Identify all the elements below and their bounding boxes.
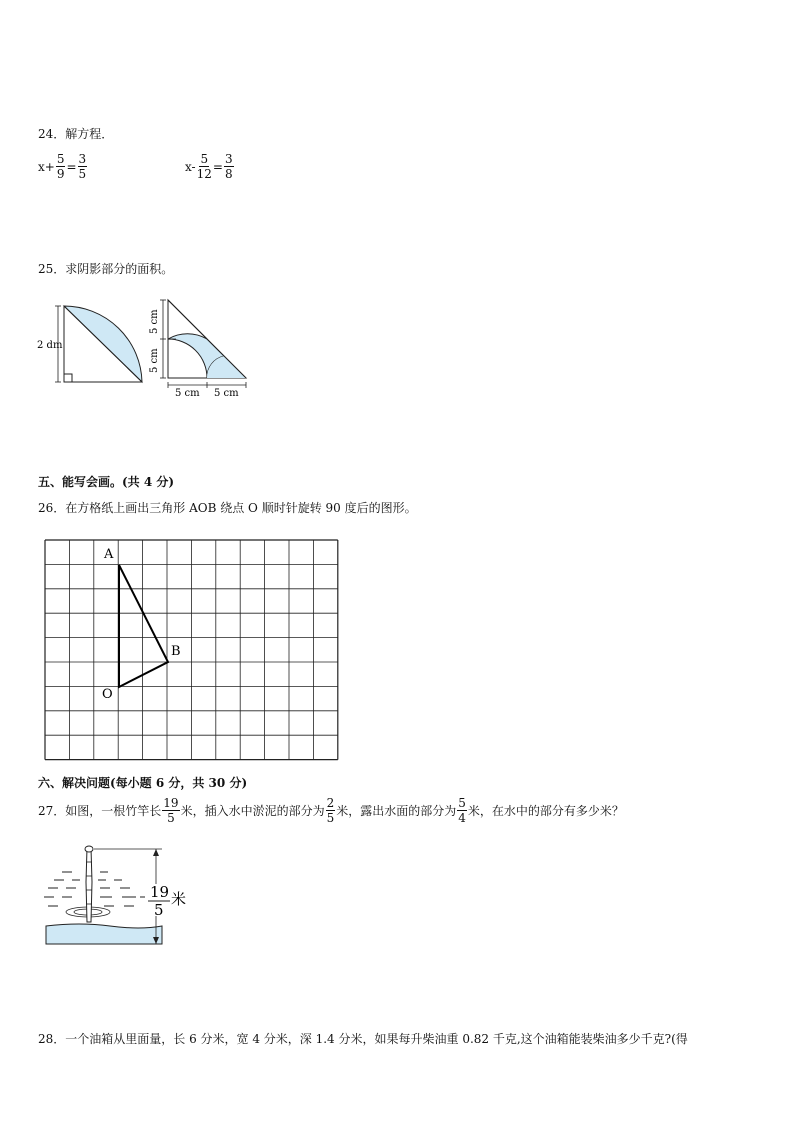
q27-text-3: 米，露出水面的部分为 xyxy=(336,804,457,818)
q24-equation-1 xyxy=(38,152,88,181)
label-a: A xyxy=(104,547,114,562)
q27-f1-den: 5 xyxy=(167,811,175,825)
fig2-label-top: 5 cm xyxy=(149,309,160,334)
fig-fraction-den: 5 xyxy=(154,901,164,919)
q26-title: 26．在方格纸上画出三角形 AOB 绕点 O 顺时针旋转 90 度后的图形。 xyxy=(38,501,417,515)
section6-title: 六、解决问题(每小题 6 分，共 30 分) xyxy=(38,776,248,790)
q28-text: 28．一个油箱从里面量，长 6 分米，宽 4 分米，深 1.4 分米，如果每升柴油重 0.82 千克,这个油箱能装柴油多少千克?(得 xyxy=(38,1032,688,1046)
fig1-label: 2 dm xyxy=(37,340,63,351)
eq2-f1-den: 12 xyxy=(196,167,212,181)
eq2-fraction-1 xyxy=(197,152,212,181)
q24-title: 24．解方程． xyxy=(38,127,114,141)
q25-title: 25．求阴影部分的面积。 xyxy=(38,262,174,276)
eq1-fraction-1 xyxy=(56,152,66,181)
q27-f3-num: 5 xyxy=(458,796,466,810)
fig2-label-b2: 5 cm xyxy=(214,388,239,399)
label-b: B xyxy=(171,644,181,659)
q24-equation-2 xyxy=(185,152,235,181)
eq1-f1-den: 9 xyxy=(56,167,65,181)
q27-bamboo-figure xyxy=(40,842,200,950)
q26-grid-figure xyxy=(40,536,342,762)
q27-text-2: 米，插入水中淤泥的部分为 xyxy=(180,804,325,818)
q27-text-1: 27．如图，一根竹竿长 xyxy=(38,804,162,818)
q25-figure-2 xyxy=(149,300,246,399)
eq1-equals: = xyxy=(66,159,77,174)
water-body xyxy=(46,924,162,944)
q27-text xyxy=(38,796,624,825)
q27-fraction-2 xyxy=(326,796,336,825)
eq1-prefix: x+ xyxy=(38,159,55,174)
eq2-f2-den: 8 xyxy=(224,167,233,181)
q27-f3-den: 4 xyxy=(458,811,466,825)
fig-unit: 米 xyxy=(171,890,187,908)
q25-figures xyxy=(34,296,254,400)
eq2-fraction-2 xyxy=(224,152,234,181)
fig2-label-mid: 5 cm xyxy=(149,348,160,373)
eq1-f1-num: 5 xyxy=(56,152,65,166)
q27-f1-num: 19 xyxy=(163,796,179,810)
eq2-equals: = xyxy=(212,159,223,174)
eq2-prefix: x- xyxy=(185,159,196,174)
q27-f2-den: 5 xyxy=(326,811,335,825)
grid-paper xyxy=(45,540,338,760)
bamboo-pole xyxy=(86,848,92,922)
triangle-aob xyxy=(119,565,168,687)
eq1-f2-num: 3 xyxy=(78,152,87,166)
q27-text-4: 米，在水中的部分有多少米？ xyxy=(467,804,624,818)
q25-figure-1 xyxy=(37,306,142,382)
fig-fraction-num: 19 xyxy=(150,883,170,901)
section5-title: 五、能写会画。(共 4 分) xyxy=(38,475,175,489)
eq1-fraction-2 xyxy=(78,152,88,181)
eq1-f2-den: 5 xyxy=(78,167,87,181)
q27-fraction-1 xyxy=(162,796,179,825)
eq2-f2-num: 3 xyxy=(224,152,233,166)
q27-f2-num: 2 xyxy=(326,796,335,810)
eq2-f1-num: 5 xyxy=(200,152,209,166)
fig2-label-b1: 5 cm xyxy=(175,388,200,399)
q27-fraction-3 xyxy=(457,796,467,825)
label-o: O xyxy=(102,687,113,702)
